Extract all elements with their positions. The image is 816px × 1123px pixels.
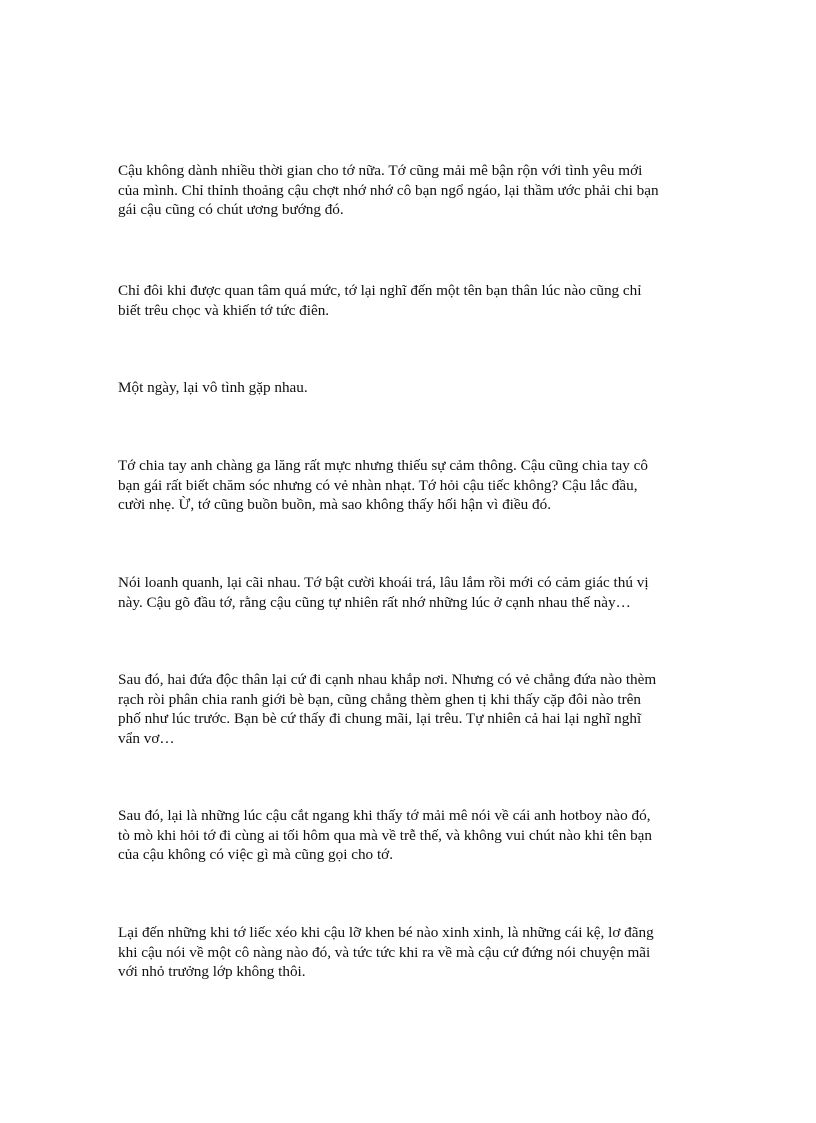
paragraph-4: Tớ chia tay anh chàng ga lăng rất mực nhưng thiếu sự cảm thông. Cậu cũng chia tay cô bạn gái rất biết chăm sóc nhưng có vẻ nhàn nhạt. Tớ hỏi cậu tiếc không? Cậu lắc đầu, cười nhẹ. Ừ, tớ cũng buồn buồn, mà sao không thấy hối hận vì điều đó. [118, 457, 648, 513]
paragraph-7: Sau đó, lại là những lúc cậu cắt ngang khi thấy tớ mải mê nói về cái anh hotboy nào đó, tò mò khi hỏi tớ đi cùng ai tối hôm qua mà về trễ thế, và không vui chút nào khi tên bạn của cậu không có việc gì mà cũng gọi cho tớ. [118, 807, 653, 863]
paragraph-6: Sau đó, hai đứa độc thân lại cứ đi cạnh nhau khắp nơi. Nhưng có vẻ chẳng đứa nào thèm rạch ròi phân chia ranh giới bè bạn, cũng chẳng thèm ghen tị khi thấy cặp đôi nào trên phố như lúc trước. Bạn bè cứ thấy đi chung mãi, lại trêu. Tự nhiên cả hai lại nghĩ nghĩ vẩn vơ… [118, 671, 657, 747]
paragraph-3: Một ngày, lại vô tình gặp nhau. [118, 379, 308, 396]
paragraph-5: Nói loanh quanh, lại cãi nhau. Tớ bật cười khoái trá, lâu lắm rồi mới có cảm giác thú vị này. Cậu gõ đầu tớ, rằng cậu cũng tự nhiên rất nhớ những lúc ở cạnh nhau thế này… [118, 574, 649, 611]
paragraph-2: Chỉ đôi khi được quan tâm quá mức, tớ lại nghĩ đến một tên bạn thân lúc nào cũng chỉ biết trêu chọc và khiến tớ tức điên. [118, 282, 642, 319]
paragraph-8: Lại đến những khi tớ liếc xéo khi cậu lỡ khen bé nào xinh xinh, là những cái kệ, lơ đãng khi cậu nói về một cô nàng nào đó, và tức tức khi ra về mà cậu cứ đứng nói chuyện mãi với nhỏ trưởng lớp không thôi. [118, 924, 654, 980]
paragraph-1: Cậu không dành nhiều thời gian cho tớ nữa. Tớ cũng mải mê bận rộn với tình yêu mới của mình. Chỉ thỉnh thoảng cậu chợt nhớ nhớ cô bạn ngổ ngáo, lại thầm ước phải chi bạn gái cậu cũng có chút ương bướng đó. [118, 162, 659, 218]
